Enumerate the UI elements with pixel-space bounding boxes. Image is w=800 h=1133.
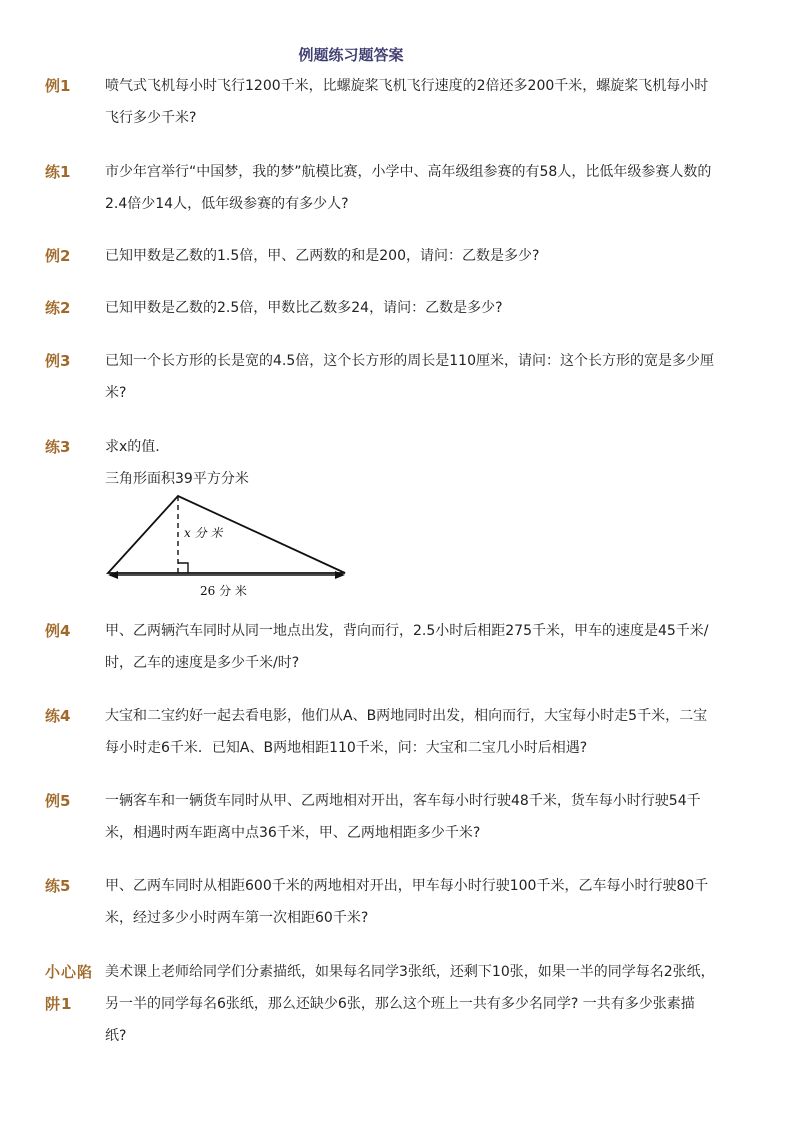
problem-text: 大宝和二宝约好一起去看电影，他们从A、B两地同时出发，相向而行，大宝每小时走5千米，二宝每小时走6千米．已知A、B两地相距110千米，问：大宝和二宝几小时后相遇? [105, 708, 708, 756]
problem-label: 练3 [45, 438, 71, 456]
base-label: 26 分 米 [200, 584, 247, 598]
problem-label: 练5 [45, 877, 71, 895]
problem-text: 已知甲数是乙数的1.5倍，甲、乙两数的和是200，请问：乙数是多少? [105, 248, 540, 264]
triangle-shape [108, 496, 345, 573]
problem-label: 练1 [45, 163, 71, 181]
triangle-figure [100, 490, 360, 625]
problem-text: 甲、乙两辆汽车同时从同一地点出发，背向而行，2.5小时后相距275千米，甲车的速度是45千米/时，乙车的速度是多少千米/时? [105, 623, 709, 671]
problem-text: 美术课上老师给同学们分素描纸，如果每名同学3张纸，还剩下10张，如果一半的同学每名2张纸，另一半的同学每名6张纸，那么还缺少6张，那么这个班上一共有多少名同学? 一共有多少张素描纸? [105, 964, 715, 1044]
problem-label: 小心陷阱1 [45, 963, 94, 1013]
problem-label: 例1 [45, 77, 71, 95]
problem-label: 练4 [45, 707, 71, 725]
problem-text: 甲、乙两车同时从相距600千米的两地相对开出，甲车每小时行驶100千米，乙车每小时行驶80千米，经过多少小时两车第一次相距60千米? [105, 878, 709, 926]
figure-caption: 三角形面积39平方分米 [105, 471, 249, 487]
problem-label: 例4 [45, 622, 71, 640]
problem-text: 已知甲数是乙数的2.5倍，甲数比乙数多24，请问：乙数是多少? [105, 300, 503, 316]
page-title: 例题练习题答案 [298, 46, 404, 64]
problem-text: 市少年宫举行“中国梦，我的梦”航模比赛，小学中、高年级组参赛的有58人，比低年级参赛人数的2.4倍少14人，低年级参赛的有多少人? [105, 164, 712, 212]
problem-label: 练2 [45, 299, 71, 317]
height-label: x 分 米 [184, 526, 223, 540]
right-angle-marker [178, 563, 188, 573]
problem-text: 求x的值. [105, 439, 160, 455]
problem-label: 例2 [45, 247, 71, 265]
problem-label: 例3 [45, 352, 71, 370]
problem-label: 例5 [45, 792, 71, 810]
problem-text: 已知一个长方形的长是宽的4.5倍，这个长方形的周长是110厘米，请问：这个长方形的宽是多少厘米? [105, 353, 714, 401]
problem-text: 喷气式飞机每小时飞行1200千米，比螺旋桨飞机飞行速度的2倍还多200千米，螺旋桨飞机每小时飞行多少千米? [105, 78, 709, 126]
problem-text: 一辆客车和一辆货车同时从甲、乙两地相对开出，客车每小时行驶48千米，货车每小时行驶54千米，相遇时两车距离中点36千米，甲、乙两地相距多少千米? [105, 793, 701, 841]
